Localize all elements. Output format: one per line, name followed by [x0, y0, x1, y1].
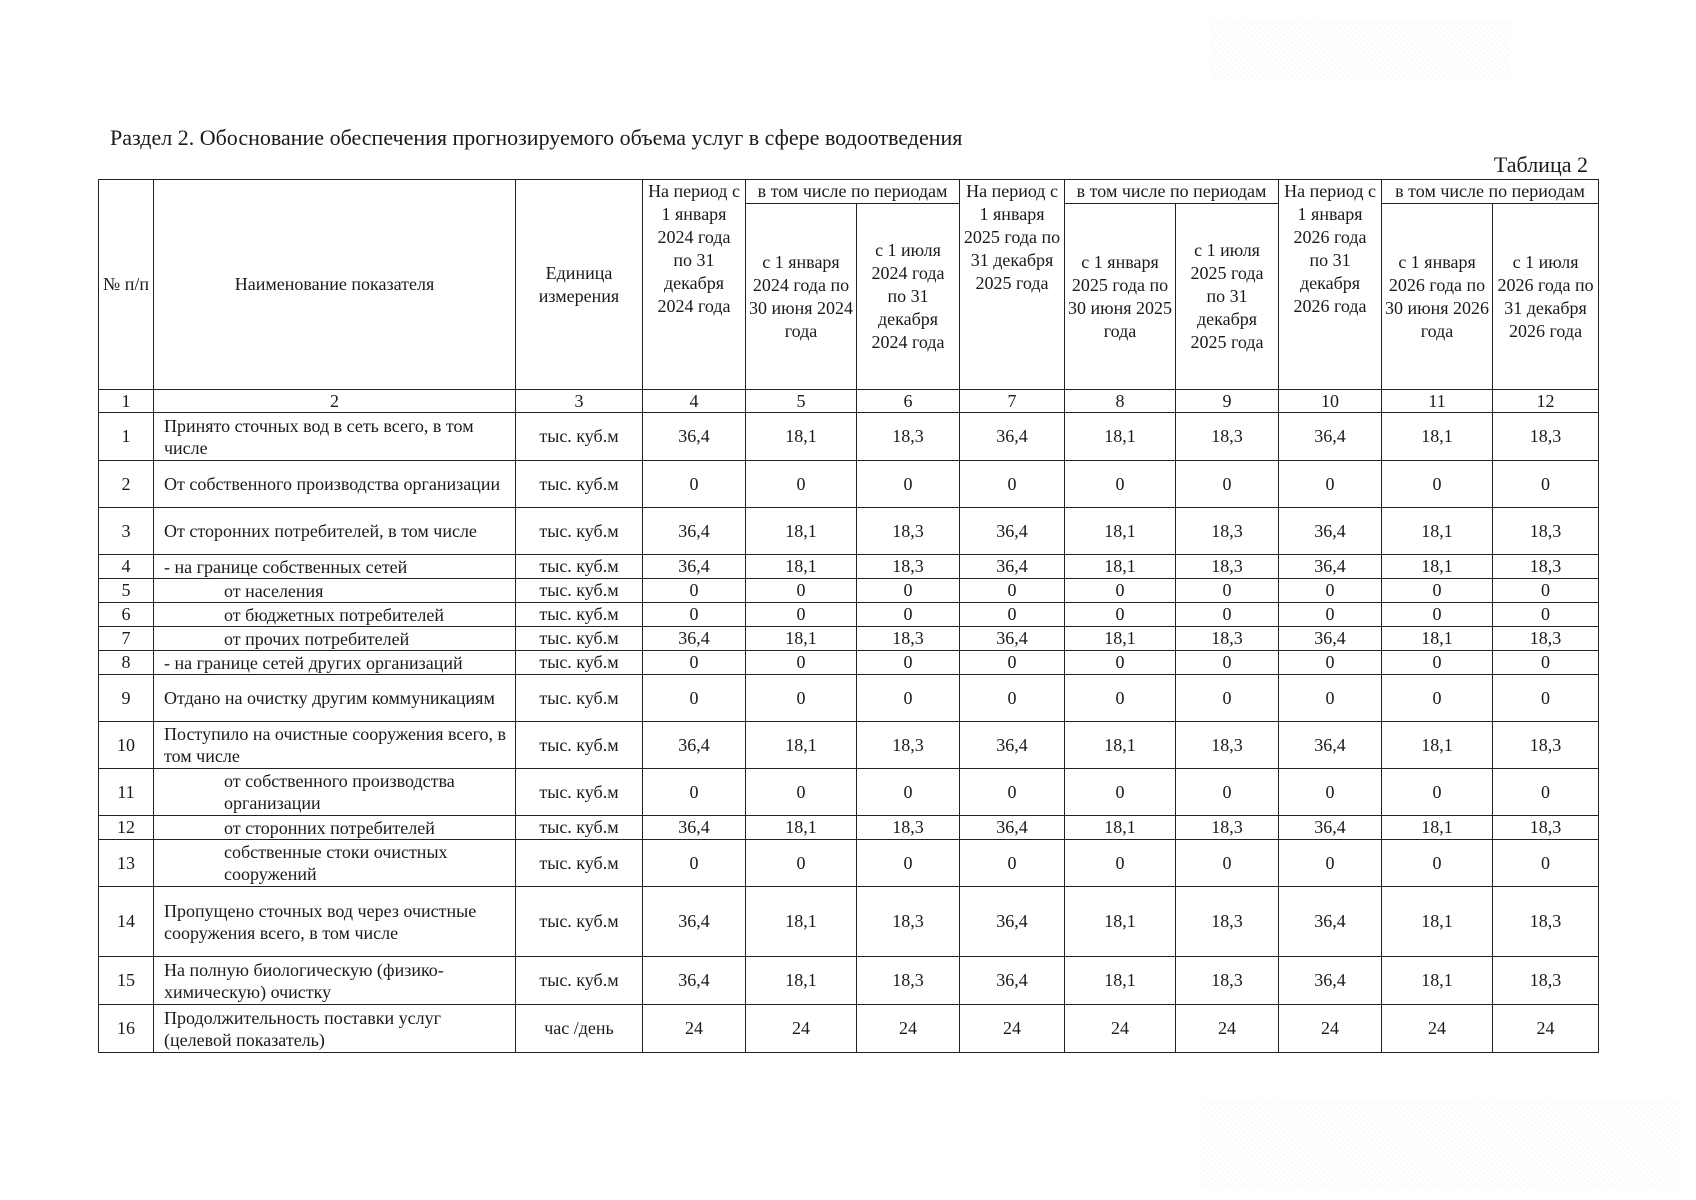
section-title: Раздел 2. Обоснование обеспечения прогнозируемого объема услуг в сфере водоотведения	[110, 125, 963, 150]
value-cell: 36,4	[960, 627, 1065, 651]
unit-cell: тыс. куб.м	[516, 816, 643, 840]
value-cell: 36,4	[960, 413, 1065, 461]
value-cell: 24	[960, 1005, 1065, 1053]
table-label: Таблица 2	[1493, 152, 1588, 177]
value-cell: 0	[1493, 603, 1599, 627]
row-number: 14	[99, 887, 154, 957]
table-row	[99, 769, 1599, 816]
indicator-name: - на границе сетей других организаций	[154, 651, 516, 675]
unit-cell: тыс. куб.м	[516, 413, 643, 461]
value-cell: 0	[1176, 675, 1279, 722]
value-cell: 0	[1176, 651, 1279, 675]
value-cell: 18,1	[1065, 555, 1176, 579]
value-cell: 0	[960, 651, 1065, 675]
value-cell: 0	[960, 675, 1065, 722]
value-cell: 0	[1065, 675, 1176, 722]
value-cell: 0	[746, 840, 857, 887]
value-cell: 18,3	[1176, 722, 1279, 769]
column-number: 11	[1382, 390, 1493, 413]
table-row	[99, 579, 1599, 603]
row-number: 7	[99, 627, 154, 651]
value-cell: 36,4	[960, 887, 1065, 957]
header-unit: Единица измерения	[516, 180, 643, 390]
value-cell: 36,4	[1279, 627, 1382, 651]
column-number: 5	[746, 390, 857, 413]
row-number: 9	[99, 675, 154, 722]
header-half-year: с 1 июля 2025 года по 31 декабря 2025 года	[1176, 204, 1279, 390]
value-cell: 0	[746, 651, 857, 675]
indicators-table	[98, 179, 1599, 1053]
header-period-full: На период с 1 января 2025 года по 31 декабря 2025 года	[960, 180, 1065, 390]
indicator-name: собственные стоки очистных сооружений	[154, 840, 516, 887]
value-cell: 18,3	[1176, 887, 1279, 957]
value-cell: 18,3	[857, 555, 960, 579]
row-number: 2	[99, 461, 154, 508]
indicator-name: Поступило на очистные сооружения всего, в том числе	[154, 722, 516, 769]
unit-cell: тыс. куб.м	[516, 555, 643, 579]
value-cell: 18,1	[1382, 816, 1493, 840]
header-no: № п/п	[99, 180, 154, 390]
value-cell: 36,4	[960, 816, 1065, 840]
row-number: 5	[99, 579, 154, 603]
header-period-full: На период с 1 января 2024 года по 31 декабря 2024 года	[643, 180, 746, 390]
value-cell: 18,1	[746, 957, 857, 1005]
indicator-name: Продолжительность поставки услуг (целевой показатель)	[154, 1005, 516, 1053]
value-cell: 36,4	[643, 508, 746, 555]
column-number: 9	[1176, 390, 1279, 413]
value-cell: 24	[643, 1005, 746, 1053]
row-number: 8	[99, 651, 154, 675]
table-row	[99, 627, 1599, 651]
value-cell: 18,1	[1382, 413, 1493, 461]
value-cell: 0	[1176, 579, 1279, 603]
value-cell: 18,1	[1065, 816, 1176, 840]
value-cell: 18,3	[857, 627, 960, 651]
value-cell: 0	[1279, 461, 1382, 508]
value-cell: 24	[1382, 1005, 1493, 1053]
row-number: 16	[99, 1005, 154, 1053]
value-cell: 0	[1176, 840, 1279, 887]
value-cell: 36,4	[643, 957, 746, 1005]
indicator-name: от сторонних потребителей	[154, 816, 516, 840]
row-number: 4	[99, 555, 154, 579]
value-cell: 0	[960, 461, 1065, 508]
indicator-name: - на границе собственных сетей	[154, 555, 516, 579]
value-cell: 18,3	[857, 887, 960, 957]
value-cell: 0	[643, 603, 746, 627]
indicator-name: от прочих потребителей	[154, 627, 516, 651]
indicator-name: от населения	[154, 579, 516, 603]
table-row	[99, 413, 1599, 461]
value-cell: 18,1	[1065, 508, 1176, 555]
column-number-row	[99, 390, 1599, 413]
table-row	[99, 675, 1599, 722]
value-cell: 0	[960, 603, 1065, 627]
value-cell: 0	[643, 769, 746, 816]
header-period-full: На период с 1 января 2026 года по 31 декабря 2026 года	[1279, 180, 1382, 390]
value-cell: 0	[1382, 651, 1493, 675]
row-number: 10	[99, 722, 154, 769]
value-cell: 0	[643, 675, 746, 722]
value-cell: 24	[1176, 1005, 1279, 1053]
header-including: в том числе по периодам	[746, 180, 960, 204]
value-cell: 36,4	[643, 413, 746, 461]
indicator-name: от собственного производства организации	[154, 769, 516, 816]
indicator-name: Пропущено сточных вод через очистные сооружения всего, в том числе	[154, 887, 516, 957]
value-cell: 0	[1065, 651, 1176, 675]
value-cell: 0	[1493, 769, 1599, 816]
value-cell: 36,4	[960, 957, 1065, 1005]
value-cell: 0	[746, 579, 857, 603]
column-number: 8	[1065, 390, 1176, 413]
value-cell: 0	[746, 603, 857, 627]
value-cell: 36,4	[1279, 722, 1382, 769]
unit-cell: тыс. куб.м	[516, 887, 643, 957]
header-including: в том числе по периодам	[1065, 180, 1279, 204]
value-cell: 36,4	[960, 722, 1065, 769]
unit-cell: тыс. куб.м	[516, 769, 643, 816]
value-cell: 0	[1382, 579, 1493, 603]
value-cell: 0	[1279, 840, 1382, 887]
unit-cell: тыс. куб.м	[516, 651, 643, 675]
value-cell: 36,4	[1279, 555, 1382, 579]
unit-cell: тыс. куб.м	[516, 722, 643, 769]
table-row	[99, 1005, 1599, 1053]
value-cell: 0	[1279, 603, 1382, 627]
value-cell: 24	[1065, 1005, 1176, 1053]
value-cell: 18,1	[1382, 957, 1493, 1005]
row-number: 3	[99, 508, 154, 555]
header-half-year: с 1 января 2024 года по 30 июня 2024 года	[746, 204, 857, 390]
value-cell: 18,3	[857, 957, 960, 1005]
value-cell: 0	[1493, 651, 1599, 675]
value-cell: 0	[1382, 461, 1493, 508]
value-cell: 0	[1065, 579, 1176, 603]
value-cell: 36,4	[1279, 957, 1382, 1005]
value-cell: 0	[1382, 603, 1493, 627]
unit-cell: тыс. куб.м	[516, 957, 643, 1005]
unit-cell: тыс. куб.м	[516, 627, 643, 651]
scan-noise	[1210, 20, 1510, 80]
value-cell: 0	[643, 651, 746, 675]
value-cell: 0	[1176, 603, 1279, 627]
value-cell: 18,3	[1176, 508, 1279, 555]
value-cell: 18,3	[1176, 957, 1279, 1005]
scan-noise	[1200, 1100, 1680, 1190]
value-cell: 24	[857, 1005, 960, 1053]
row-number: 13	[99, 840, 154, 887]
value-cell: 0	[1279, 675, 1382, 722]
value-cell: 0	[643, 840, 746, 887]
value-cell: 18,1	[746, 555, 857, 579]
value-cell: 18,3	[857, 816, 960, 840]
table-row	[99, 722, 1599, 769]
value-cell: 0	[857, 769, 960, 816]
value-cell: 24	[746, 1005, 857, 1053]
value-cell: 18,1	[746, 413, 857, 461]
value-cell: 18,3	[1176, 816, 1279, 840]
table-row	[99, 461, 1599, 508]
value-cell: 18,1	[1382, 722, 1493, 769]
header-name: Наименование показателя	[154, 180, 516, 390]
value-cell: 18,3	[1493, 508, 1599, 555]
header-half-year: с 1 июля 2024 года по 31 декабря 2024 года	[857, 204, 960, 390]
value-cell: 18,3	[1493, 816, 1599, 840]
row-number: 6	[99, 603, 154, 627]
column-number: 7	[960, 390, 1065, 413]
value-cell: 18,1	[746, 627, 857, 651]
column-number: 3	[516, 390, 643, 413]
value-cell: 0	[1065, 840, 1176, 887]
value-cell: 18,3	[1493, 555, 1599, 579]
header-half-year: с 1 января 2025 года по 30 июня 2025 года	[1065, 204, 1176, 390]
value-cell: 0	[746, 461, 857, 508]
value-cell: 0	[1279, 579, 1382, 603]
indicator-name: от бюджетных потребителей	[154, 603, 516, 627]
value-cell: 0	[857, 461, 960, 508]
value-cell: 18,1	[746, 816, 857, 840]
value-cell: 18,1	[1065, 627, 1176, 651]
value-cell: 36,4	[643, 722, 746, 769]
table-row	[99, 957, 1599, 1005]
value-cell: 36,4	[643, 555, 746, 579]
value-cell: 18,3	[1176, 555, 1279, 579]
unit-cell: тыс. куб.м	[516, 508, 643, 555]
value-cell: 0	[960, 840, 1065, 887]
value-cell: 0	[1065, 769, 1176, 816]
value-cell: 24	[1493, 1005, 1599, 1053]
value-cell: 36,4	[643, 887, 746, 957]
value-cell: 18,1	[746, 722, 857, 769]
column-number: 2	[154, 390, 516, 413]
value-cell: 18,3	[1493, 413, 1599, 461]
value-cell: 18,3	[857, 722, 960, 769]
value-cell: 36,4	[960, 508, 1065, 555]
value-cell: 18,1	[746, 508, 857, 555]
table-row	[99, 887, 1599, 957]
unit-cell: тыс. куб.м	[516, 461, 643, 508]
indicator-name: От сторонних потребителей, в том числе	[154, 508, 516, 555]
value-cell: 0	[960, 579, 1065, 603]
unit-cell: тыс. куб.м	[516, 675, 643, 722]
value-cell: 18,1	[1382, 887, 1493, 957]
value-cell: 0	[643, 461, 746, 508]
value-cell: 0	[1382, 769, 1493, 816]
value-cell: 0	[857, 579, 960, 603]
value-cell: 0	[1279, 651, 1382, 675]
value-cell: 0	[746, 769, 857, 816]
value-cell: 0	[857, 675, 960, 722]
value-cell: 36,4	[1279, 887, 1382, 957]
indicator-name: От собственного производства организации	[154, 461, 516, 508]
table-row	[99, 816, 1599, 840]
value-cell: 0	[857, 651, 960, 675]
value-cell: 0	[643, 579, 746, 603]
value-cell: 36,4	[1279, 508, 1382, 555]
value-cell: 18,1	[1382, 508, 1493, 555]
header-half-year: с 1 января 2026 года по 30 июня 2026 года	[1382, 204, 1493, 390]
column-number: 12	[1493, 390, 1599, 413]
value-cell: 0	[857, 603, 960, 627]
table-row	[99, 603, 1599, 627]
value-cell: 36,4	[643, 627, 746, 651]
unit-cell: тыс. куб.м	[516, 579, 643, 603]
value-cell: 36,4	[960, 555, 1065, 579]
value-cell: 36,4	[1279, 816, 1382, 840]
value-cell: 24	[1279, 1005, 1382, 1053]
table-body	[99, 413, 1599, 1053]
column-number: 1	[99, 390, 154, 413]
value-cell: 18,1	[1065, 413, 1176, 461]
unit-cell: тыс. куб.м	[516, 603, 643, 627]
value-cell: 0	[1279, 769, 1382, 816]
row-number: 11	[99, 769, 154, 816]
header-row	[99, 180, 1599, 204]
value-cell: 18,3	[1176, 627, 1279, 651]
indicator-name: Принято сточных вод в сеть всего, в том числе	[154, 413, 516, 461]
unit-cell: тыс. куб.м	[516, 840, 643, 887]
value-cell: 18,3	[1176, 413, 1279, 461]
value-cell: 18,3	[1493, 722, 1599, 769]
value-cell: 0	[1382, 840, 1493, 887]
value-cell: 0	[1493, 840, 1599, 887]
value-cell: 36,4	[643, 816, 746, 840]
table-row	[99, 840, 1599, 887]
value-cell: 0	[1065, 603, 1176, 627]
value-cell: 18,1	[1382, 627, 1493, 651]
value-cell: 18,3	[1493, 887, 1599, 957]
value-cell: 18,1	[746, 887, 857, 957]
value-cell: 18,3	[857, 508, 960, 555]
column-number: 10	[1279, 390, 1382, 413]
value-cell: 36,4	[1279, 413, 1382, 461]
value-cell: 0	[1493, 675, 1599, 722]
value-cell: 0	[746, 675, 857, 722]
table-row	[99, 555, 1599, 579]
value-cell: 0	[857, 840, 960, 887]
value-cell: 18,3	[1493, 627, 1599, 651]
row-number: 12	[99, 816, 154, 840]
value-cell: 18,3	[1493, 957, 1599, 1005]
indicator-name: На полную биологическую (физико-химическую) очистку	[154, 957, 516, 1005]
value-cell: 18,1	[1382, 555, 1493, 579]
value-cell: 0	[1493, 579, 1599, 603]
value-cell: 0	[1382, 675, 1493, 722]
header-including: в том числе по периодам	[1382, 180, 1599, 204]
value-cell: 18,1	[1065, 722, 1176, 769]
value-cell: 18,3	[857, 413, 960, 461]
value-cell: 0	[1176, 461, 1279, 508]
value-cell: 0	[1065, 461, 1176, 508]
row-number: 1	[99, 413, 154, 461]
column-number: 6	[857, 390, 960, 413]
header-half-year: с 1 июля 2026 года по 31 декабря 2026 года	[1493, 204, 1599, 390]
indicator-name: Отдано на очистку другим коммуникациям	[154, 675, 516, 722]
value-cell: 0	[1493, 461, 1599, 508]
table-row	[99, 508, 1599, 555]
column-number: 4	[643, 390, 746, 413]
unit-cell: час /день	[516, 1005, 643, 1053]
table-row	[99, 651, 1599, 675]
value-cell: 0	[960, 769, 1065, 816]
value-cell: 0	[1176, 769, 1279, 816]
value-cell: 18,1	[1065, 887, 1176, 957]
value-cell: 18,1	[1065, 957, 1176, 1005]
row-number: 15	[99, 957, 154, 1005]
